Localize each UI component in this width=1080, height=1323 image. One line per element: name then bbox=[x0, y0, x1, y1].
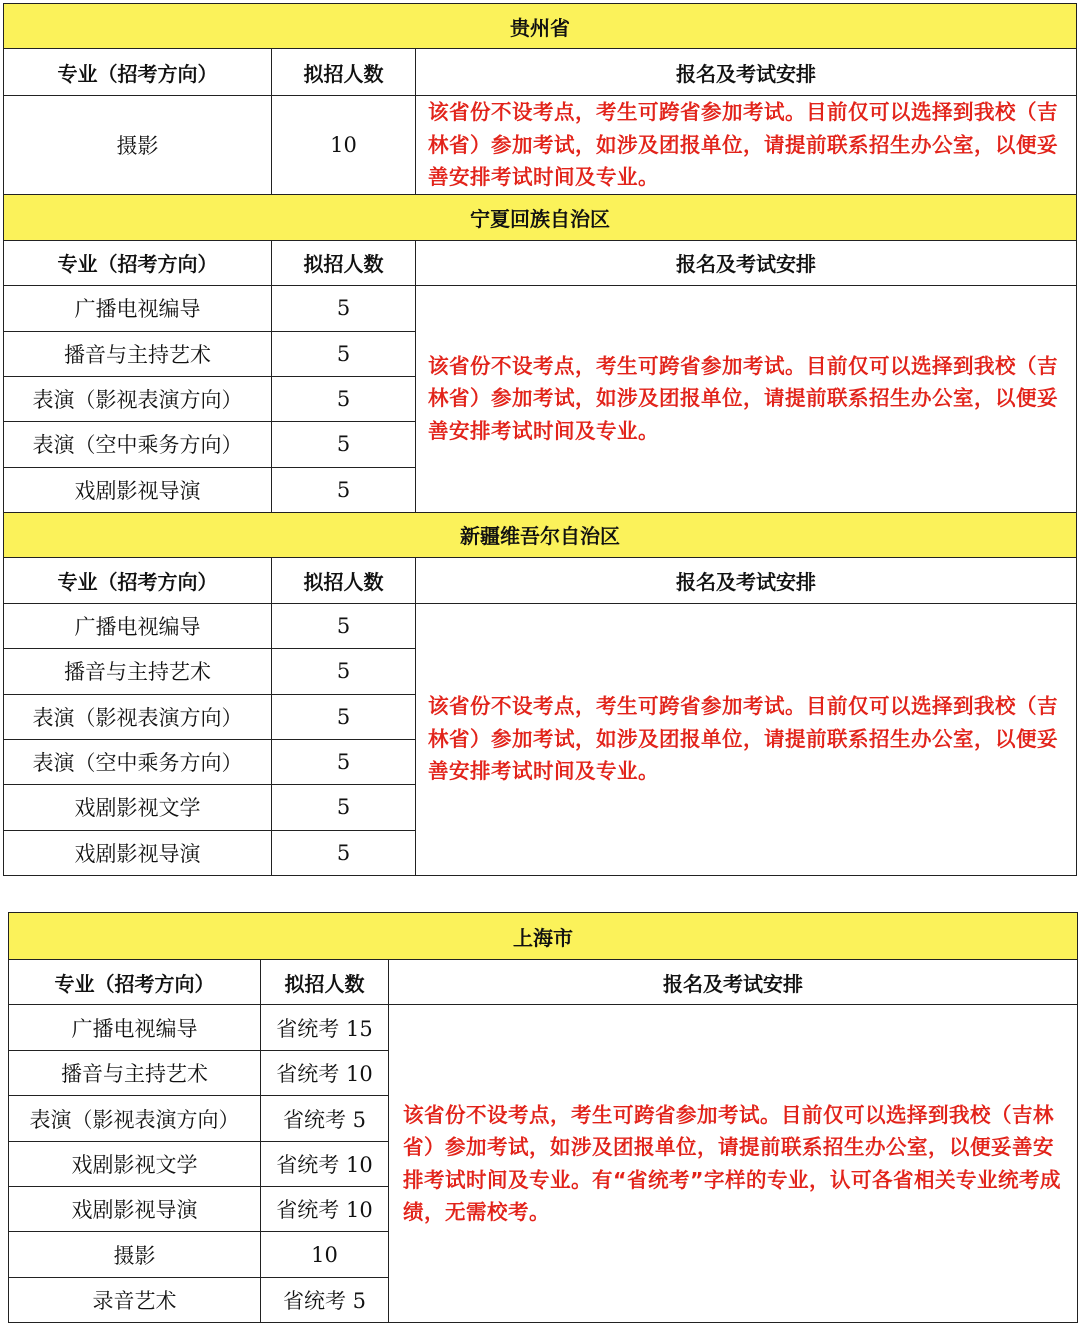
major-cell: 戏剧影视文学 bbox=[4, 784, 272, 830]
column-header-quota: 拟招人数 bbox=[272, 49, 416, 96]
major-cell: 表演（空中乘务方向） bbox=[4, 739, 272, 784]
quota-cell: 5 bbox=[272, 784, 416, 830]
major-cell: 播音与主持艺术 bbox=[4, 331, 272, 376]
quota-cell: 5 bbox=[272, 376, 416, 421]
major-cell: 戏剧影视导演 bbox=[4, 467, 272, 512]
arrangement-note: 该省份不设考点，考生可跨省参加考试。目前仅可以选择到我校（吉林省）参加考试，如涉及团报单位，请提前联系招生办公室，以便妥善安排考试时间及专业。有“省统考”字样的专业，认可各省相关专业统考成绩，无需校考。 bbox=[389, 1005, 1078, 1323]
table-row bbox=[9, 1005, 1078, 1051]
major-cell: 戏剧影视导演 bbox=[9, 1187, 261, 1232]
major-cell: 广播电视编导 bbox=[4, 603, 272, 648]
major-cell: 戏剧影视导演 bbox=[4, 830, 272, 875]
admissions-table-1 bbox=[3, 3, 1077, 876]
arrangement-note: 该省份不设考点，考生可跨省参加考试。目前仅可以选择到我校（吉林省）参加考试，如涉及团报单位，请提前联系招生办公室，以便妥善安排考试时间及专业。 bbox=[416, 96, 1077, 195]
major-cell: 录音艺术 bbox=[9, 1278, 261, 1323]
column-header-major: 专业（招考方向） bbox=[4, 557, 272, 603]
province-title: 贵州省 bbox=[4, 4, 1077, 49]
major-cell: 摄影 bbox=[9, 1232, 261, 1278]
major-cell: 表演（空中乘务方向） bbox=[4, 421, 272, 467]
province-title: 宁夏回族自治区 bbox=[4, 194, 1077, 240]
province-title: 上海市 bbox=[9, 913, 1078, 960]
quota-cell: 省统考 10 bbox=[261, 1187, 389, 1232]
column-header-arrangement: 报名及考试安排 bbox=[416, 557, 1077, 603]
column-header-quota: 拟招人数 bbox=[272, 557, 416, 603]
major-cell: 表演（影视表演方向） bbox=[4, 694, 272, 739]
major-cell: 表演（影视表演方向） bbox=[4, 376, 272, 421]
table-row bbox=[4, 96, 1077, 195]
quota-cell: 省统考 15 bbox=[261, 1005, 389, 1051]
major-cell: 播音与主持艺术 bbox=[9, 1051, 261, 1096]
quota-cell: 5 bbox=[272, 648, 416, 694]
column-header-quota: 拟招人数 bbox=[261, 960, 389, 1005]
quota-cell: 5 bbox=[272, 467, 416, 512]
major-cell: 广播电视编导 bbox=[4, 285, 272, 331]
major-cell: 广播电视编导 bbox=[9, 1005, 261, 1051]
major-cell: 摄影 bbox=[4, 96, 272, 195]
quota-cell: 省统考 10 bbox=[261, 1051, 389, 1096]
column-header-arrangement: 报名及考试安排 bbox=[416, 240, 1077, 285]
column-header-major: 专业（招考方向） bbox=[9, 960, 261, 1005]
quota-cell: 5 bbox=[272, 739, 416, 784]
quota-cell: 省统考 10 bbox=[261, 1142, 389, 1187]
quota-cell: 5 bbox=[272, 830, 416, 875]
arrangement-note: 该省份不设考点，考生可跨省参加考试。目前仅可以选择到我校（吉林省）参加考试，如涉及团报单位，请提前联系招生办公室，以便妥善安排考试时间及专业。 bbox=[416, 603, 1077, 875]
quota-cell: 5 bbox=[272, 421, 416, 467]
quota-cell: 5 bbox=[272, 285, 416, 331]
column-header-major: 专业（招考方向） bbox=[4, 240, 272, 285]
column-header-arrangement: 报名及考试安排 bbox=[416, 49, 1077, 96]
quota-cell: 10 bbox=[261, 1232, 389, 1278]
quota-cell: 10 bbox=[272, 96, 416, 195]
table-row bbox=[4, 603, 1077, 648]
quota-cell: 省统考 5 bbox=[261, 1278, 389, 1323]
quota-cell: 省统考 5 bbox=[261, 1096, 389, 1142]
table-row bbox=[4, 285, 1077, 331]
column-header-arrangement: 报名及考试安排 bbox=[389, 960, 1078, 1005]
arrangement-note: 该省份不设考点，考生可跨省参加考试。目前仅可以选择到我校（吉林省）参加考试，如涉及团报单位，请提前联系招生办公室，以便妥善安排考试时间及专业。 bbox=[416, 285, 1077, 512]
admissions-table-2 bbox=[8, 912, 1078, 1323]
major-cell: 戏剧影视文学 bbox=[9, 1142, 261, 1187]
quota-cell: 5 bbox=[272, 331, 416, 376]
major-cell: 播音与主持艺术 bbox=[4, 648, 272, 694]
major-cell: 表演（影视表演方向） bbox=[9, 1096, 261, 1142]
quota-cell: 5 bbox=[272, 694, 416, 739]
province-title: 新疆维吾尔自治区 bbox=[4, 512, 1077, 557]
column-header-quota: 拟招人数 bbox=[272, 240, 416, 285]
quota-cell: 5 bbox=[272, 603, 416, 648]
column-header-major: 专业（招考方向） bbox=[4, 49, 272, 96]
